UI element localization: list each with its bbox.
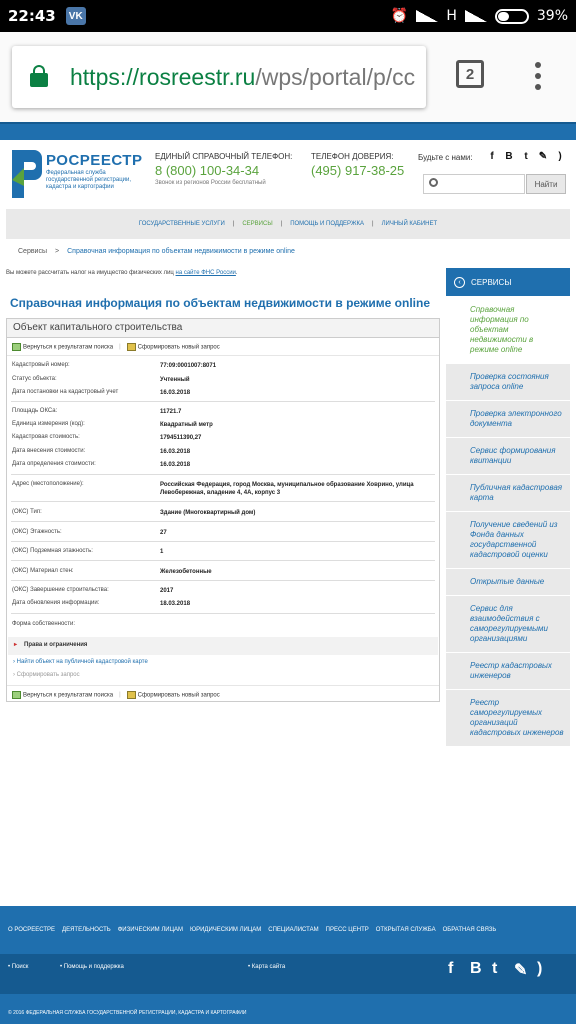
field-label: Площадь ОКСа:: [12, 408, 58, 414]
footer-link-about[interactable]: О РОСРЕЕСТРЕ: [8, 927, 56, 933]
nav-account[interactable]: ЛИЧНЫЙ КАБИНЕТ: [381, 221, 438, 227]
nav-gov-services[interactable]: ГОСУДАРСТВЕННЫЕ УСЛУГИ: [138, 221, 225, 227]
action-separator: |: [119, 691, 121, 698]
rights-restrictions-toggle[interactable]: ▸ Права и ограничения: [8, 637, 438, 655]
vkontakte-icon[interactable]: B: [505, 151, 513, 162]
field-value: 1: [160, 549, 164, 555]
field-label: Единица измерения (код):: [12, 421, 85, 427]
facebook-icon[interactable]: f: [490, 151, 494, 162]
status-time: 22:43: [8, 7, 56, 25]
field-row: [12, 434, 434, 448]
back-to-results-button-bottom[interactable]: [12, 691, 113, 699]
url-bar[interactable]: [12, 46, 426, 108]
divider: [11, 560, 435, 561]
field-label: Дата постановки на кадастровый учет: [12, 389, 119, 395]
footer-link-legal[interactable]: ЮРИДИЧЕСКИМ ЛИЦАМ: [190, 927, 262, 933]
footer-sitemap-label: Карта сайта: [251, 964, 286, 970]
breadcrumb-separator: >: [55, 248, 60, 255]
field-label: (ОКС) Материал стен:: [12, 568, 74, 574]
twitter-icon[interactable]: t: [492, 960, 498, 977]
new-query-button-bottom[interactable]: [127, 691, 220, 699]
back-to-results-button[interactable]: [12, 343, 113, 351]
status-icons: [391, 8, 568, 24]
sidebar-item-sro[interactable]: Сервис для взаимодействия с саморегулируемыми организациями: [446, 595, 570, 652]
lock-icon: [30, 73, 48, 87]
sidebar-item-engineers-registry[interactable]: Реестр кадастровых инженеров: [446, 652, 570, 689]
field-row: [12, 481, 434, 503]
field-row: [12, 448, 434, 462]
field-label: (ОКС) Тип:: [12, 509, 42, 515]
field-value: Учтенный: [160, 377, 190, 383]
field-label: Статус объекта:: [12, 376, 57, 382]
card-actions-top: [7, 338, 439, 356]
search-icon: [429, 178, 438, 187]
divider: [11, 613, 435, 614]
field-label: Дата внесения стоимости:: [12, 448, 86, 454]
field-row: [12, 600, 434, 614]
follow-us-label: Будьте с нами:: [418, 153, 473, 162]
footer-link-feedback[interactable]: ОБРАТНАЯ СВЯЗЬ: [442, 927, 497, 933]
footer-help-label: Помощь и поддержка: [63, 964, 124, 970]
sidebar-item-request-status[interactable]: Проверка состояния запроса online: [446, 363, 570, 400]
footer-link-open-service[interactable]: ОТКРЫТАЯ СЛУЖБА: [375, 927, 436, 933]
field-label: Кадастровый номер:: [12, 362, 70, 368]
brand-name[interactable]: РОСРЕЕСТР: [46, 152, 143, 169]
cadastral-map-link[interactable]: › Найти объект на публичной кадастровой карте: [13, 659, 148, 665]
footer-link-individuals[interactable]: ФИЗИЧЕСКИМ ЛИЦАМ: [117, 927, 184, 933]
network-type: H: [446, 8, 457, 24]
tax-note: Вы можете рассчитать налог на имущество физических лиц на сайте ФНС России.: [6, 270, 238, 276]
field-row: [12, 408, 434, 422]
object-card: [6, 318, 440, 702]
back-icon: [12, 343, 21, 351]
divider: [11, 401, 435, 402]
site-top-bar: [0, 122, 576, 140]
field-label: (ОКС) Этажность:: [12, 529, 62, 535]
chevron-left-icon: ‹: [454, 277, 465, 288]
page-title: Справочная информация по объектам недвижимости в режиме online: [10, 296, 431, 310]
divider: [11, 501, 435, 502]
rss-icon[interactable]: ): [537, 960, 543, 977]
overflow-menu-icon[interactable]: [535, 62, 541, 90]
nav-services[interactable]: СЕРВИСЫ: [242, 221, 273, 227]
new-query-button[interactable]: [127, 343, 220, 351]
url-path: /wps/portal/p/cc: [255, 63, 416, 90]
search-input[interactable]: [423, 174, 525, 194]
search-button[interactable]: Найти: [526, 174, 566, 194]
trust-line-phone[interactable]: (495) 917-38-25: [311, 163, 405, 178]
divider: [11, 580, 435, 581]
cadastral-map-label: Найти объект на публичной кадастровой карте: [16, 659, 148, 665]
field-value: 16.03.2018: [160, 449, 191, 455]
object-card-title: Объект капитального строительства: [7, 319, 439, 338]
vk-icon: VK: [66, 7, 86, 25]
field-row: [12, 421, 434, 435]
divider: [11, 474, 435, 475]
field-row: [12, 376, 434, 390]
breadcrumb: [18, 248, 295, 255]
status-bar: [0, 0, 576, 32]
new-query-label: Сформировать новый запрос: [137, 344, 220, 351]
field-value: 18.03.2018: [160, 601, 191, 607]
footer-sitemap-link[interactable]: • Карта сайта: [248, 964, 286, 970]
new-query-icon: [127, 691, 136, 699]
browser-toolbar: [0, 32, 576, 122]
footer-search-label: Поиск: [11, 964, 29, 970]
footer-search-link[interactable]: • Поиск: [8, 964, 29, 970]
field-value: Российская Федерация, город Москва, муниципальное образование Ховрино, улица Левобережная, владение 4, 4А, корпус 3: [160, 482, 414, 496]
footer-link-specialists[interactable]: СПЕЦИАЛИСТАМ: [268, 927, 319, 933]
divider: [11, 541, 435, 542]
field-row: [12, 362, 434, 376]
hotline-phone[interactable]: 8 (800) 100-34-34: [155, 163, 260, 178]
new-query-icon: [127, 343, 136, 351]
facebook-icon[interactable]: f: [448, 960, 454, 977]
signal2-icon: [465, 10, 487, 22]
field-label: Дата обновления информации:: [12, 600, 100, 606]
vkontakte-icon[interactable]: B: [470, 960, 482, 977]
breadcrumb-root[interactable]: Сервисы: [18, 248, 48, 255]
rss-icon[interactable]: ): [558, 151, 562, 162]
site-header: [0, 140, 576, 210]
brand-subtitle: Федеральная служба государственной регистрации, кадастра и картографии: [46, 170, 131, 190]
sidebar-item-valuation-fund[interactable]: Получение сведений из Фонда данных государственной кадастровой оценки: [446, 511, 570, 568]
action-separator: |: [119, 343, 121, 350]
fns-link[interactable]: на сайте ФНС России: [175, 270, 236, 276]
copyright: © 2016 ФЕДЕРАЛЬНАЯ СЛУЖБА ГОСУДАРСТВЕННОЙ РЕГИСТРАЦИИ, КАДАСТРА И КАРТОГРАФИИ: [0, 994, 576, 1024]
request-link[interactable]: › Сформировать запрос: [13, 672, 80, 678]
nav-separator: |: [280, 221, 283, 227]
sidebar-item-cadastral-map[interactable]: Публичная кадастровая карта: [446, 474, 570, 511]
field-value: 16.03.2018: [160, 390, 191, 396]
field-value: Квадратный метр: [160, 422, 213, 428]
back-label: Вернуться к результатам поиска: [23, 344, 114, 351]
signal-icon: [416, 10, 438, 22]
field-label: Кадастровая стоимость:: [12, 434, 80, 440]
url-text[interactable]: [70, 64, 415, 91]
tax-note-text: Вы можете рассчитать налог на имущество физических лиц: [6, 270, 174, 276]
alarm-icon: ⏰: [390, 8, 409, 24]
nav-help[interactable]: ПОМОЩЬ И ПОДДЕРЖКА: [290, 221, 364, 227]
divider: [11, 521, 435, 522]
tab-switcher-button[interactable]: 2: [456, 60, 484, 88]
footer-link-press[interactable]: ПРЕСС ЦЕНТР: [325, 927, 369, 933]
main-nav: [6, 209, 570, 239]
footer-secondary: [0, 954, 576, 994]
field-value: 16.03.2018: [160, 462, 191, 468]
sidebar-header[interactable]: [446, 268, 570, 296]
footer-nav: [0, 906, 576, 954]
field-row: [12, 461, 434, 475]
nav-separator: |: [372, 221, 374, 227]
new-query-label: Сформировать новый запрос: [137, 692, 220, 699]
field-value: Железобетонные: [160, 569, 212, 575]
footer-link-activity[interactable]: ДЕЯТЕЛЬНОСТЬ: [62, 927, 111, 933]
field-value: 11721.7: [160, 409, 182, 415]
field-label: Адрес (местоположение):: [12, 481, 84, 487]
field-label: Дата определения стоимости:: [12, 461, 96, 467]
field-row: [12, 621, 434, 635]
field-label: (ОКС) Подземная этажность:: [12, 548, 93, 554]
field-value: 1794511390,27: [160, 435, 202, 441]
card-actions-bottom: [7, 685, 439, 703]
services-sidebar: [446, 268, 570, 746]
sidebar-item-document-check[interactable]: Проверка электронного документа: [446, 400, 570, 437]
trust-line-title: ТЕЛЕФОН ДОВЕРИЯ:: [311, 152, 394, 161]
livejournal-icon[interactable]: ✎: [514, 962, 528, 979]
field-label: (ОКС) Завершение строительства:: [12, 587, 109, 593]
twitter-icon[interactable]: t: [524, 151, 528, 162]
field-value: 27: [160, 530, 167, 536]
field-value: 2017: [160, 588, 174, 594]
breadcrumb-current[interactable]: Справочная информация по объектам недвижимости в режиме online: [67, 248, 295, 255]
back-icon: [12, 691, 21, 699]
footer-help-link[interactable]: • Помощь и поддержка: [60, 964, 124, 970]
rosreestr-logo-icon[interactable]: [8, 148, 44, 200]
hotline-note: Звонок из регионов России бесплатный: [155, 180, 266, 186]
field-value: 77:09:0001007:8071: [160, 363, 217, 369]
sidebar-item-receipt[interactable]: Сервис формирования квитанции: [446, 437, 570, 474]
livejournal-icon[interactable]: ✎: [538, 151, 548, 162]
hotline-title: ЕДИНЫЙ СПРАВОЧНЫЙ ТЕЛЕФОН:: [155, 152, 293, 161]
battery-icon: [495, 9, 529, 24]
sidebar-item-reference-info[interactable]: Справочная информация по объектам недвижимости в режиме online: [446, 296, 570, 363]
field-row: [12, 587, 434, 601]
field-value: Здание (Многоквартирный дом): [160, 510, 256, 516]
request-label: Сформировать запрос: [16, 672, 80, 678]
nav-separator: |: [232, 221, 235, 227]
sidebar-title: СЕРВИСЫ: [471, 277, 512, 287]
field-label: Форма собственности:: [12, 621, 76, 627]
sidebar-item-open-data[interactable]: Открытые данные: [446, 568, 570, 595]
url-host: https://rosreestr.ru: [70, 63, 256, 90]
back-label: Вернуться к результатам поиска: [23, 692, 114, 699]
sidebar-item-sro-registry[interactable]: Реестр саморегулируемых организаций кадастровых инженеров: [446, 689, 570, 746]
battery-level: 39%: [536, 8, 568, 24]
